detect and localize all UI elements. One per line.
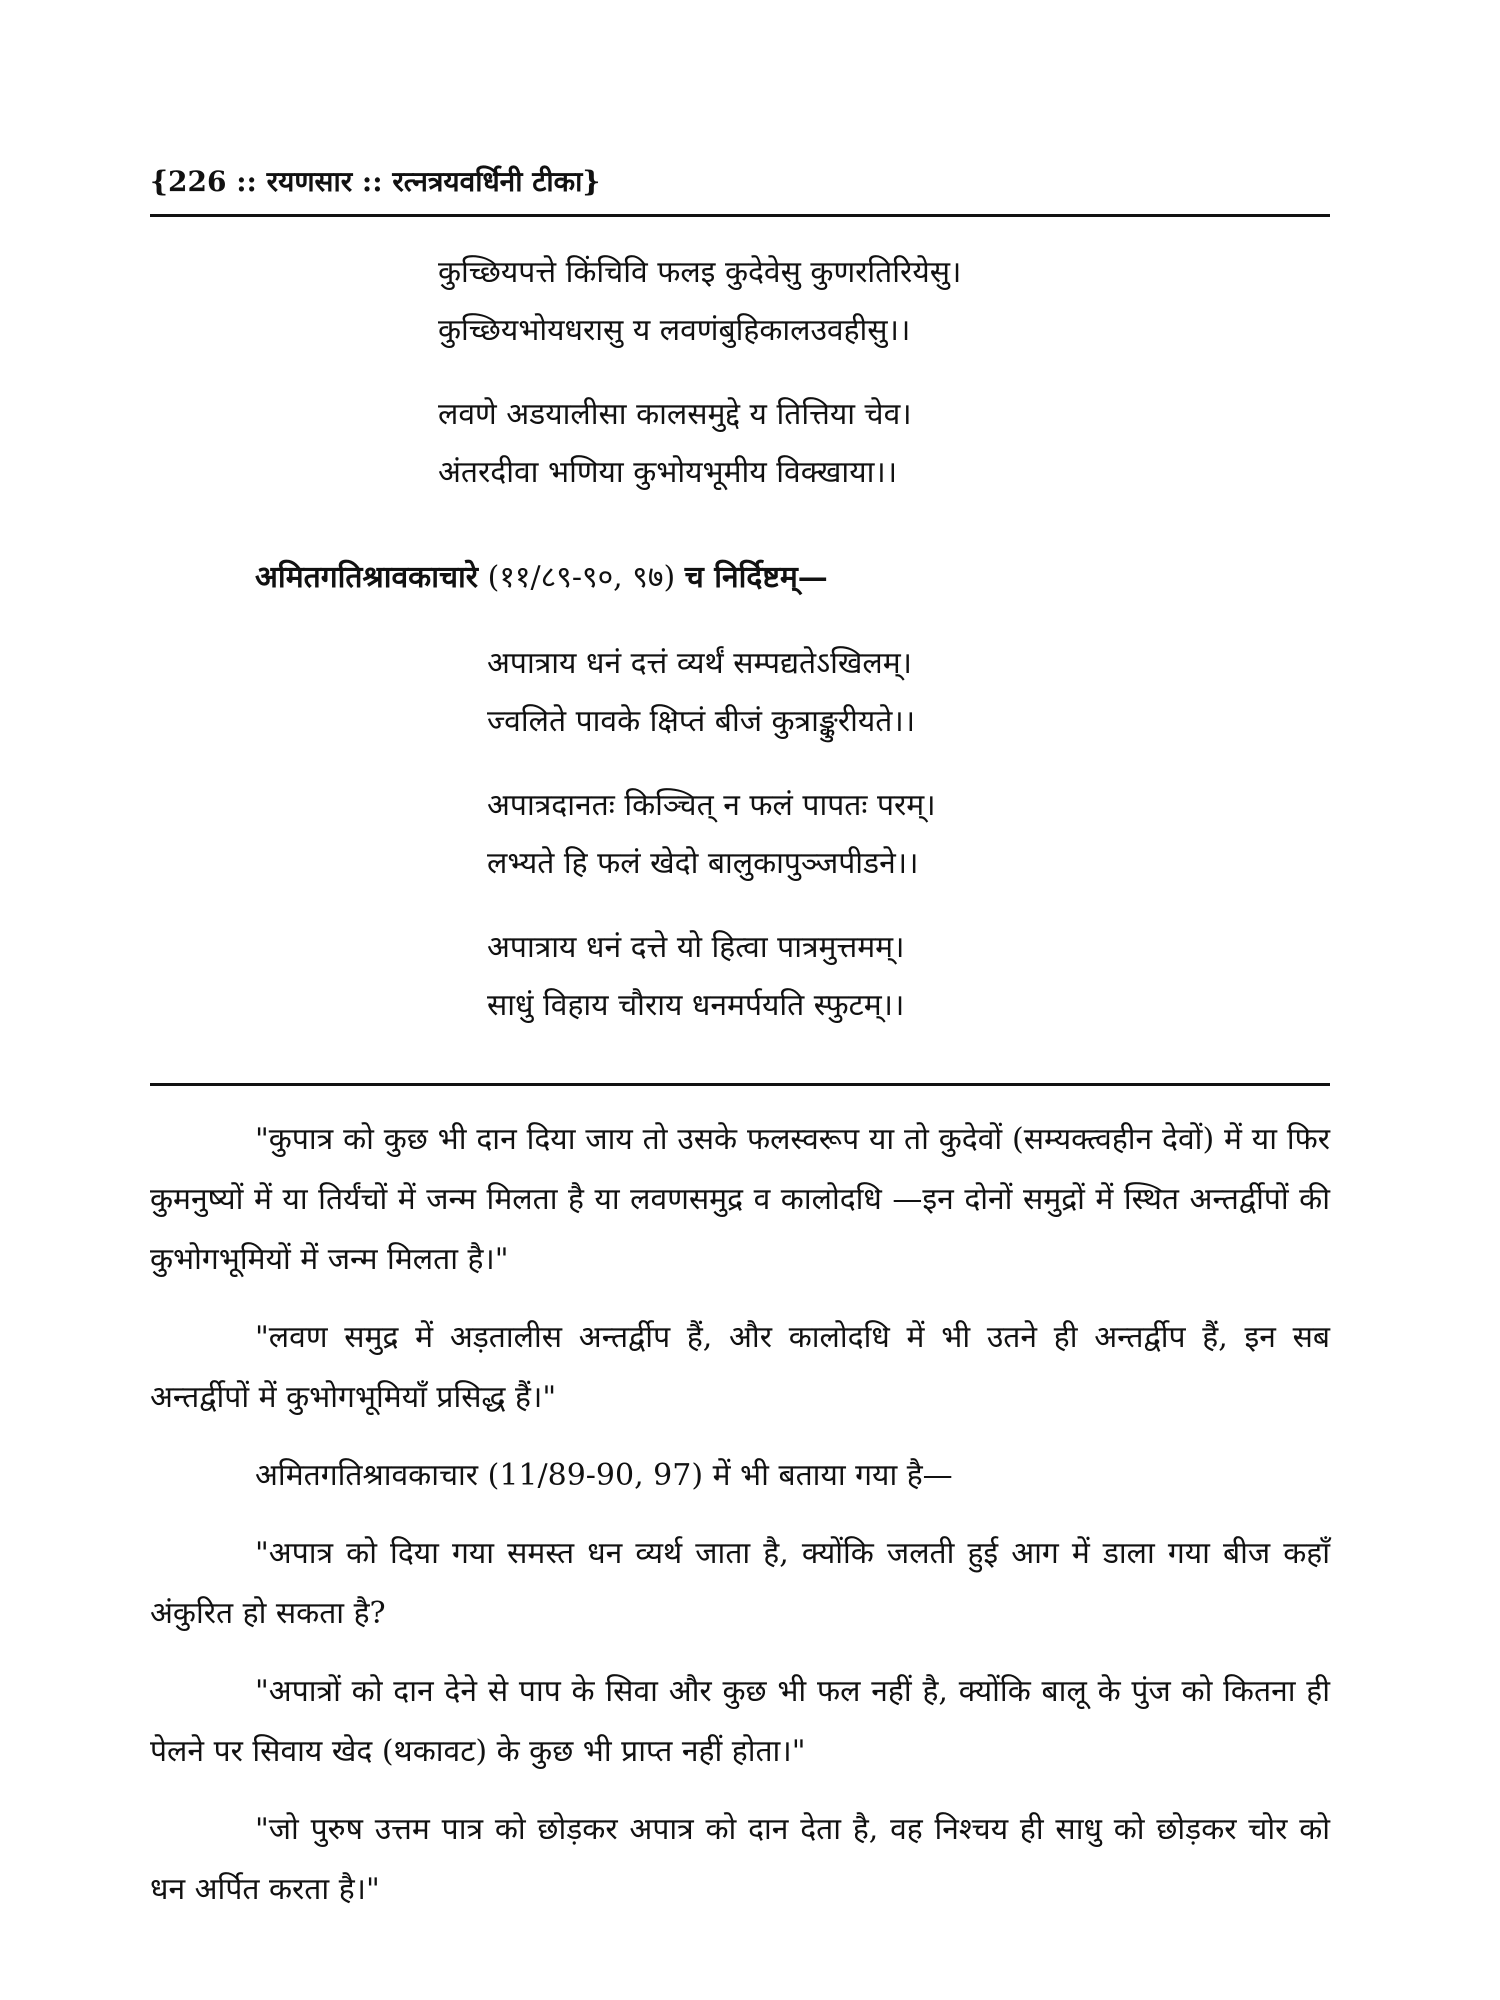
prakrit-stanza-1 xyxy=(438,244,961,360)
translation-paragraph: "अपात्र को दिया गया समस्त धन व्यर्थ जाता है, क्योंकि जलती हुई आग में डाला गया बीज कहाँ अंकुरित हो सकता है? xyxy=(150,1536,1330,1631)
header-rule xyxy=(150,214,1330,217)
sanskrit-stanza-1 xyxy=(487,635,936,751)
sanskrit-stanza-2 xyxy=(487,777,936,893)
translation-paragraph: "अपात्रों को दान देने से पाप के सिवा और कुछ भी फल नहीं है, क्योंकि बालू के पुंज को कितना ही पेलने पर सिवाय खेद (थकावट) के कुछ भी प्राप्त नहीं होता।" xyxy=(150,1674,1330,1769)
verse-line: ज्वलिते पावके क्षिप्तं बीजं कुत्राङ्कुरीयते।। xyxy=(487,704,916,739)
section-rule xyxy=(150,1083,1330,1086)
prakrit-stanza-2 xyxy=(438,386,961,502)
translation-paragraph: "कुपात्र को कुछ भी दान दिया जाय तो उसके फलस्वरूप या तो कुदेवों (सम्यक्त्वहीन देवों) में या फिर कुमनुष्यों में या तिर्यंचों में जन्म मिलता है या लवणसमुद्र व कालोदधि —इन दोनों समुद्रों में स्थित अन्तर्द्वीपों की कुभोगभूमियों में जन्म मिलता है।" xyxy=(150,1122,1330,1277)
translation-paragraph: अमितगतिश्रावकाचार (11/89-90, 97) में भी बताया गया है— xyxy=(255,1458,953,1493)
translation-paragraph: "जो पुरुष उत्तम पात्र को छोड़कर अपात्र को दान देता है, वह निश्चय ही साधु को छोड़कर चोर को धन अर्पित करता है।" xyxy=(150,1812,1330,1907)
verse-line: कुच्छियभोयधरासु य लवणंबुहिकालउवहीसु।। xyxy=(438,313,911,348)
verse-line: अपात्राय धनं दत्तं व्यर्थं सम्पद्यतेऽखिलम्। xyxy=(487,646,913,681)
verse-line: साधुं विहाय चौराय धनमर्पयति स्फुटम्।। xyxy=(487,988,905,1023)
source-reference: (११/८९-९०, ९७) xyxy=(478,560,685,595)
sanskrit-source-heading xyxy=(255,555,828,596)
sanskrit-stanza-3 xyxy=(487,919,936,1035)
verse-line: लवणे अडयालीसा कालसमुद्दे य तित्तिया चेव। xyxy=(438,397,912,432)
source-suffix: च निर्दिष्टम्— xyxy=(684,560,828,595)
running-header: {226 :: रयणसार :: रत्नत्रयवर्धिनी टीका} xyxy=(150,165,601,198)
verse-line: कुच्छियपत्ते किंचिवि फलइ कुदेवेसु कुणरतिरियेसु। xyxy=(438,255,962,290)
verse-line: लभ्यते हि फलं खेदो बालुकापुञ्जपीडने।। xyxy=(487,846,919,881)
hindi-translation xyxy=(150,1110,1330,1938)
prakrit-verses xyxy=(438,244,961,528)
sanskrit-verses xyxy=(487,635,936,1061)
translation-paragraph: "लवण समुद्र में अड़तालीस अन्तर्द्वीप हैं, और कालोदधि में भी उतने ही अन्तर्द्वीप हैं, इन सब अन्तर्द्वीपों में कुभोगभूमियाँ प्रसिद्ध हैं।" xyxy=(150,1320,1330,1415)
source-work-title: अमितगतिश्रावकाचारे xyxy=(255,560,479,595)
verse-line: अंतरदीवा भणिया कुभोयभूमीय विक्खाया।। xyxy=(438,455,898,490)
verse-line: अपात्राय धनं दत्ते यो हित्वा पात्रमुत्तमम्। xyxy=(487,930,905,965)
verse-line: अपात्रदानतः किञ्चित् न फलं पापतः परम्। xyxy=(487,788,936,823)
